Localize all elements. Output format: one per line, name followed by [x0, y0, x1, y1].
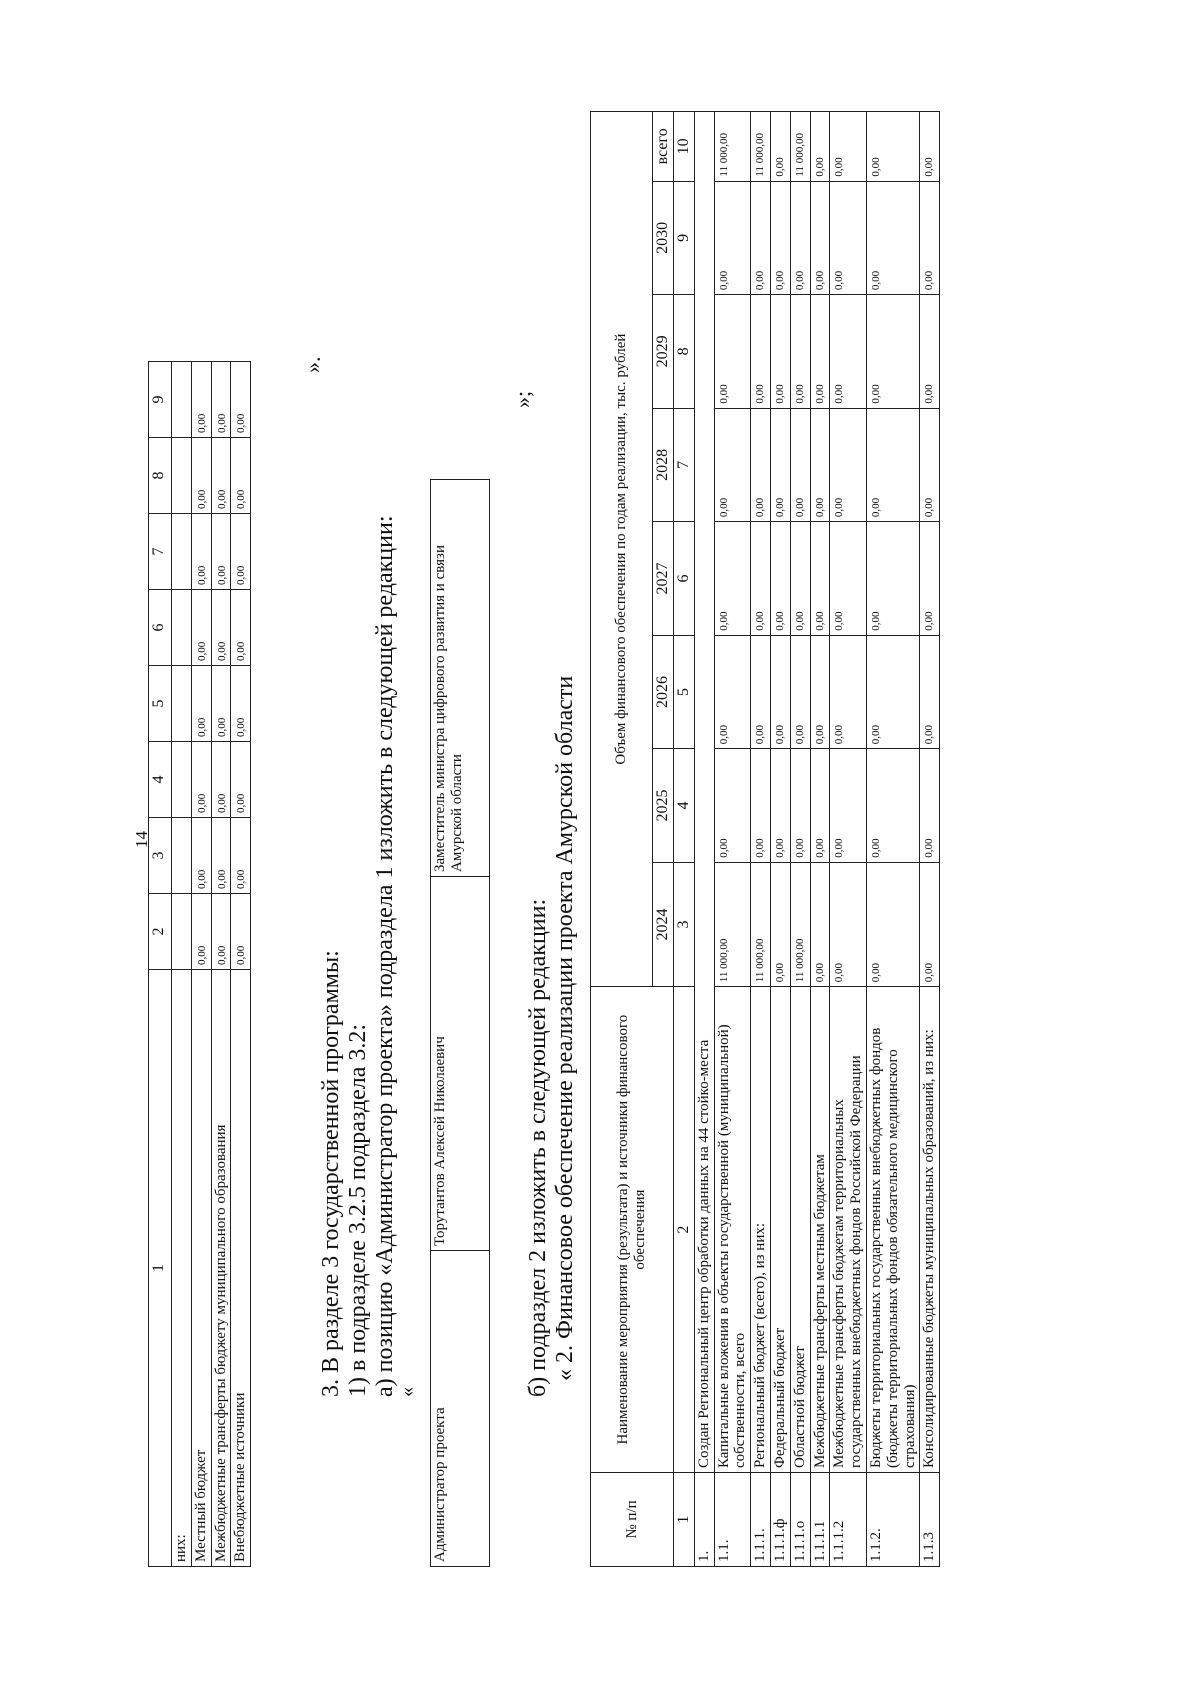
- row-label: Межбюджетные трансферты местным бюджетам: [810, 987, 830, 1473]
- table-row: [866, 112, 919, 1567]
- table-row: [191, 362, 211, 1567]
- column-number: 8: [673, 295, 694, 409]
- funding-sources-table: [148, 361, 251, 1567]
- administrator-table: [430, 479, 490, 1567]
- value-cell: 0,00: [866, 408, 919, 522]
- row-label: них:: [172, 970, 192, 1567]
- value-cell: [172, 362, 192, 438]
- column-number: 9: [673, 181, 694, 295]
- value-cell: 0,00: [920, 635, 940, 749]
- value-cell: 0,00: [771, 295, 791, 409]
- value-cell: 0,00: [790, 635, 810, 749]
- value-cell: 0,00: [771, 862, 791, 987]
- value-cell: 0,00: [211, 362, 231, 438]
- value-cell: 0,00: [810, 408, 830, 522]
- value-cell: 0,00: [866, 112, 919, 182]
- row-label: Консолидированные бюджеты муниципальных образований, из них:: [920, 987, 940, 1473]
- amendment-line-a: а) позицию «Администратор проекта» подраздела 1 изложить в следующей редакции:: [372, 515, 398, 1397]
- year-header: 2027: [653, 522, 674, 636]
- column-number: 1: [673, 1473, 694, 1567]
- value-cell: 0,00: [810, 749, 830, 863]
- row-number: 1.1.3: [920, 1473, 940, 1567]
- value-cell: 0,00: [714, 295, 751, 409]
- value-cell: 0,00: [751, 408, 771, 522]
- table-row: [751, 112, 771, 1567]
- value-cell: 0,00: [191, 818, 211, 894]
- year-header: всего: [653, 112, 674, 182]
- value-cell: 0,00: [866, 635, 919, 749]
- value-cell: 0,00: [790, 749, 810, 863]
- value-cell: 0,00: [191, 590, 211, 666]
- value-cell: 11 000,00: [751, 862, 771, 987]
- value-cell: [172, 742, 192, 818]
- open-quote: «: [396, 1387, 418, 1397]
- year-header: 2028: [653, 408, 674, 522]
- column-number: 2: [673, 987, 694, 1473]
- column-number: 3: [149, 818, 172, 894]
- value-cell: 0,00: [191, 362, 211, 438]
- value-cell: [172, 438, 192, 514]
- value-cell: 0,00: [231, 590, 251, 666]
- row-label: Межбюджетные трансферты бюджету муниципального образования: [211, 970, 231, 1567]
- value-cell: 11 000,00: [790, 112, 810, 182]
- value-cell: 0,00: [191, 894, 211, 970]
- administrator-name: Торутантов Алексей Николаевич: [431, 877, 490, 1251]
- closing-quote-semicolon: »;: [510, 390, 535, 408]
- value-cell: 0,00: [771, 522, 791, 636]
- value-cell: 0,00: [866, 295, 919, 409]
- row-label: Внебюджетные источники: [231, 970, 251, 1567]
- row-number: 1.1.1.: [751, 1473, 771, 1567]
- section-heading: 3. В разделе 3 государственной программы:: [318, 950, 344, 1397]
- column-number: 4: [673, 749, 694, 863]
- row-number: 1.1.2.: [866, 1473, 919, 1567]
- value-cell: 0,00: [211, 818, 231, 894]
- column-numbers-row: [673, 112, 694, 1567]
- value-cell: 0,00: [920, 295, 940, 409]
- value-cell: 0,00: [211, 514, 231, 590]
- year-header: 2029: [653, 295, 674, 409]
- value-cell: 0,00: [866, 749, 919, 863]
- column-number: 5: [149, 666, 172, 742]
- section-row: [694, 112, 714, 1567]
- value-cell: 0,00: [231, 894, 251, 970]
- value-cell: 0,00: [191, 438, 211, 514]
- row-number: 1.1.: [714, 1473, 751, 1567]
- row-number: 1.1.1.ф: [771, 1473, 791, 1567]
- table-row: [830, 112, 867, 1567]
- year-header: 2024: [653, 862, 674, 987]
- column-number: 7: [149, 514, 172, 590]
- value-cell: 0,00: [830, 522, 867, 636]
- section-title: Создан Региональный центр обработки данных на 44 стойко-места: [694, 112, 714, 1473]
- value-cell: 0,00: [920, 181, 940, 295]
- column-number: 8: [149, 438, 172, 514]
- row-number: 1.1.1.о: [790, 1473, 810, 1567]
- financing-table: [590, 111, 940, 1567]
- row-label: Региональный бюджет (всего), из них:: [751, 987, 771, 1473]
- value-cell: 0,00: [771, 635, 791, 749]
- value-cell: 0,00: [790, 181, 810, 295]
- page-number: 14: [132, 831, 151, 848]
- row-label: Межбюджетные трансферты бюджетам территориальных государственных внебюджетных фондов Российской Федерации: [830, 987, 867, 1473]
- year-header: 2030: [653, 181, 674, 295]
- value-cell: 0,00: [231, 438, 251, 514]
- column-number: 4: [149, 742, 172, 818]
- value-cell: 0,00: [714, 181, 751, 295]
- value-cell: 0,00: [211, 438, 231, 514]
- table-row: [172, 362, 192, 1567]
- column-number: 6: [149, 590, 172, 666]
- value-cell: 0,00: [191, 666, 211, 742]
- value-cell: 0,00: [866, 181, 919, 295]
- value-cell: [172, 818, 192, 894]
- table-row: [810, 112, 830, 1567]
- value-cell: 0,00: [830, 749, 867, 863]
- row-label: Областной бюджет: [790, 987, 810, 1473]
- value-cell: 0,00: [191, 514, 211, 590]
- row-label: Бюджеты территориальных государственных внебюджетных фондов (бюджеты территориальных фондов обязательного медицинского страхования): [866, 987, 919, 1473]
- value-cell: 0,00: [830, 181, 867, 295]
- value-cell: 11 000,00: [714, 862, 751, 987]
- value-cell: 0,00: [920, 112, 940, 182]
- value-cell: 0,00: [231, 362, 251, 438]
- header-name: Наименование мероприятия (результата) и источники финансового обеспечения: [591, 987, 674, 1473]
- value-cell: 0,00: [830, 408, 867, 522]
- table-row: [211, 362, 231, 1567]
- value-cell: 0,00: [714, 522, 751, 636]
- value-cell: 0,00: [751, 522, 771, 636]
- section-number: 1.: [694, 1473, 714, 1567]
- subsection-line: 1) в подразделе 3.2.5 подраздела 3.2:: [345, 1023, 371, 1397]
- value-cell: 0,00: [771, 408, 791, 522]
- value-cell: 0,00: [790, 522, 810, 636]
- value-cell: 0,00: [810, 635, 830, 749]
- value-cell: 0,00: [211, 590, 231, 666]
- closing-quote: ».: [300, 356, 325, 373]
- value-cell: 0,00: [751, 181, 771, 295]
- value-cell: 0,00: [231, 666, 251, 742]
- value-cell: [172, 666, 192, 742]
- financing-title: « 2. Финансовое обеспечение реализации проекта Амурской области: [552, 675, 578, 1381]
- value-cell: 0,00: [211, 894, 231, 970]
- value-cell: 0,00: [810, 295, 830, 409]
- value-cell: 11 000,00: [790, 862, 810, 987]
- value-cell: 0,00: [866, 522, 919, 636]
- value-cell: 0,00: [920, 408, 940, 522]
- column-number: 6: [673, 522, 694, 636]
- value-cell: 0,00: [751, 635, 771, 749]
- value-cell: 0,00: [714, 749, 751, 863]
- administrator-role: Администратор проекта: [431, 1251, 490, 1567]
- row-label: Федеральный бюджет: [771, 987, 791, 1473]
- table-row: [771, 112, 791, 1567]
- row-number: 1.1.1.1: [810, 1473, 830, 1567]
- column-number: 10: [673, 112, 694, 182]
- value-cell: 0,00: [790, 295, 810, 409]
- year-header: 2025: [653, 749, 674, 863]
- value-cell: 0,00: [830, 862, 867, 987]
- column-number: 1: [149, 970, 172, 1567]
- value-cell: 0,00: [231, 514, 251, 590]
- column-number: 3: [673, 862, 694, 987]
- table-row: [714, 112, 751, 1567]
- value-cell: 0,00: [810, 112, 830, 182]
- value-cell: 0,00: [920, 749, 940, 863]
- value-cell: 0,00: [830, 112, 867, 182]
- value-cell: 0,00: [920, 862, 940, 987]
- value-cell: 0,00: [211, 666, 231, 742]
- column-number: 9: [149, 362, 172, 438]
- column-number: 2: [149, 894, 172, 970]
- header-number: № п/п: [591, 1473, 674, 1567]
- table-row: [920, 112, 940, 1567]
- column-number: 7: [673, 408, 694, 522]
- value-cell: 0,00: [751, 749, 771, 863]
- header-volume: Объем финансового обеспечения по годам реализации, тыс. рублей: [591, 112, 653, 987]
- value-cell: 0,00: [714, 635, 751, 749]
- value-cell: 11 000,00: [751, 112, 771, 182]
- value-cell: 0,00: [810, 522, 830, 636]
- value-cell: [172, 514, 192, 590]
- value-cell: 0,00: [231, 742, 251, 818]
- row-number: 1.1.1.2: [830, 1473, 867, 1567]
- value-cell: 0,00: [191, 742, 211, 818]
- value-cell: 11 000,00: [714, 112, 751, 182]
- row-label: Капитальные вложения в объекты государственной (муниципальной) собственности, всего: [714, 987, 751, 1473]
- value-cell: 0,00: [751, 295, 771, 409]
- table-row: [790, 112, 810, 1567]
- table-header-row: [149, 362, 172, 1567]
- value-cell: 0,00: [830, 295, 867, 409]
- table-row: [231, 362, 251, 1567]
- value-cell: 0,00: [771, 112, 791, 182]
- value-cell: 0,00: [810, 181, 830, 295]
- value-cell: 0,00: [231, 818, 251, 894]
- value-cell: 0,00: [771, 749, 791, 863]
- column-number: 5: [673, 635, 694, 749]
- value-cell: 0,00: [714, 408, 751, 522]
- value-cell: 0,00: [790, 408, 810, 522]
- amendment-line-b: б) подраздел 2 изложить в следующей редакции:: [525, 898, 551, 1397]
- value-cell: 0,00: [920, 522, 940, 636]
- row-label: Местный бюджет: [191, 970, 211, 1567]
- administrator-position: Заместитель министра цифрового развития и связи Амурской области: [431, 480, 490, 877]
- value-cell: 0,00: [810, 862, 830, 987]
- value-cell: 0,00: [771, 181, 791, 295]
- value-cell: [172, 894, 192, 970]
- value-cell: 0,00: [866, 862, 919, 987]
- year-header: 2026: [653, 635, 674, 749]
- value-cell: 0,00: [830, 635, 867, 749]
- value-cell: 0,00: [211, 742, 231, 818]
- value-cell: [172, 590, 192, 666]
